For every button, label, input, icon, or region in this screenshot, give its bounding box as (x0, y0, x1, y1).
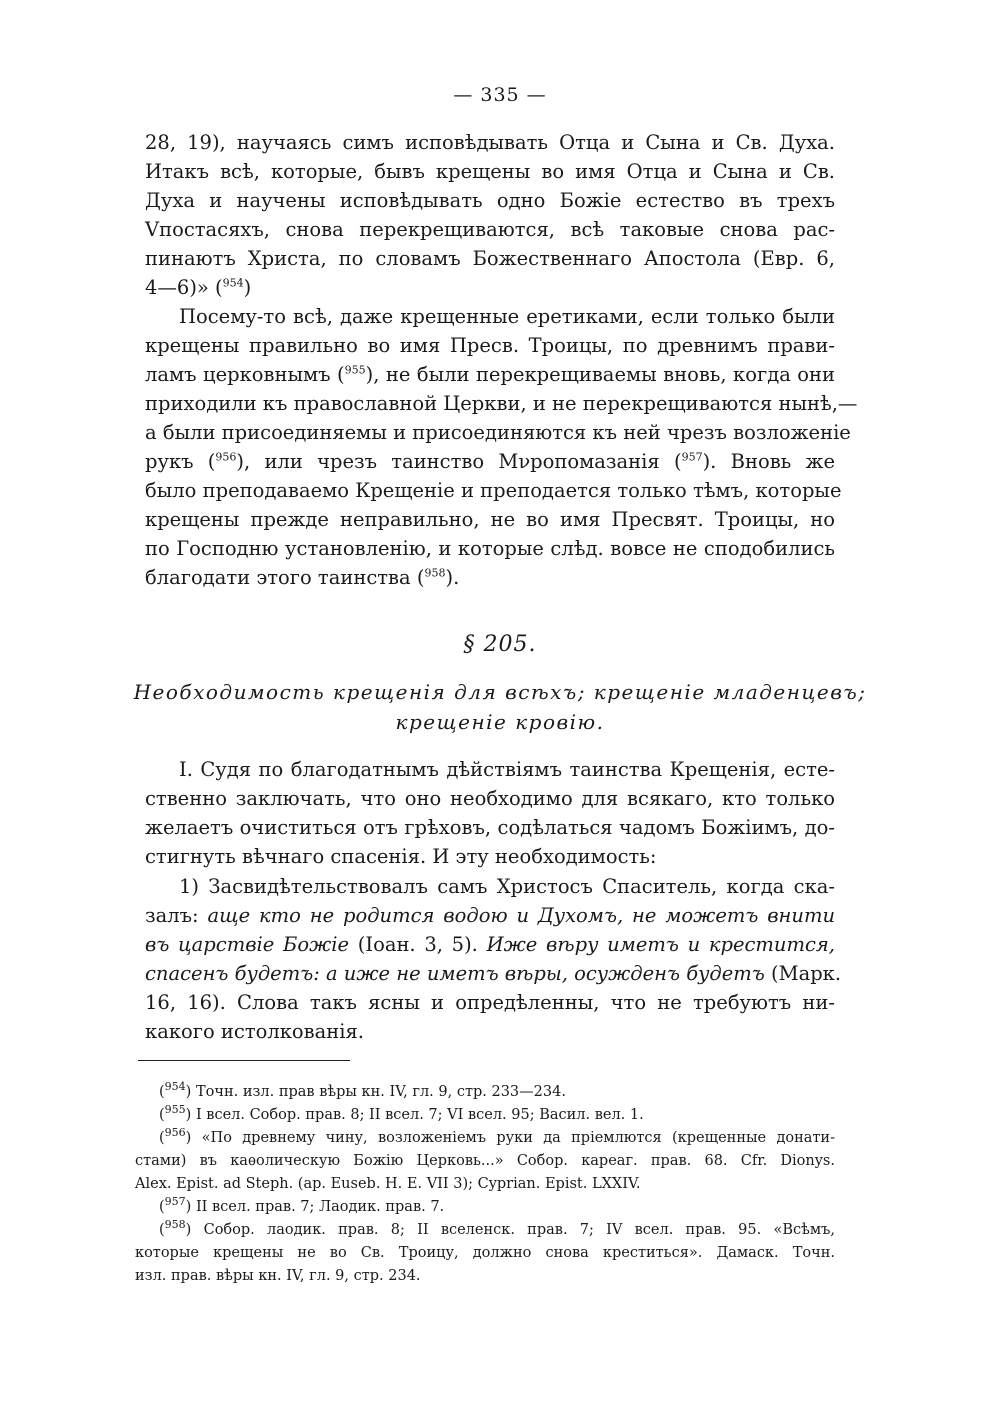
paragraph-2 (145, 302, 858, 592)
footnote-line: ($^{956}$) «По древнему чину, возложеніемъ руки да пріемлются (крещенные донати- (159, 1126, 835, 1146)
footnote-ref: 958 (424, 566, 446, 580)
scripture-quote: въ царствіе Божіе (145, 933, 350, 956)
footnote-954: ($^{954}$) Точн. изл. прав вѣры кн. IV, гл. 9, стр. 233—234. (159, 1080, 566, 1100)
footnote-ref: 955 (344, 363, 366, 377)
paragraph-3 (145, 755, 835, 871)
footnote-number: 958 (164, 1218, 186, 1232)
text-line: Итакъ всѣ, которые, бывъ крещены во имя Отца и Сына и Св. (145, 160, 835, 183)
text-fragment: ламъ церковнымъ ( (145, 363, 345, 386)
text-line: 28, 19), научаясь симъ исповѣдывать Отца и Сына и Св. Духа. (145, 131, 835, 154)
footnote-line: изл. прав. вѣры кн. IV, гл. 9, стр. 234. (135, 1268, 421, 1284)
section-number: § 205. (463, 632, 537, 657)
footnote-line: которые крещены не во Св. Троицу, должно снова креститься». Дамаск. Точн. (135, 1245, 835, 1261)
text-fragment: ). (445, 566, 460, 589)
scripture-quote: аще кто не родится водою и Духомъ, не можетъ внити (207, 904, 835, 927)
paragraph-1 (145, 128, 835, 302)
footnote-ref: 956 (215, 450, 237, 464)
footnote-number: 957 (164, 1195, 186, 1209)
text-line (145, 901, 835, 930)
footnote-text: Собор. лаодик. прав. 8; II вселенск. прав. 7; IV всел. прав. 95. «Всѣмъ, (191, 1222, 835, 1238)
footnote-957: ($^{957}$) II всел. прав. 7; Лаодик. прав. 7. (159, 1195, 445, 1215)
text-line: пинаютъ Христа, по словамъ Божественнаго Апостола (Евр. 6, (145, 247, 835, 270)
text-line: желаетъ очиститься отъ грѣховъ, содѣлаться чадомъ Божіимъ, до- (145, 816, 835, 839)
text-fragment: (Марк. (764, 962, 842, 985)
text-fragment: благодати этого таинства ( (145, 566, 425, 589)
text-line: какого истолкованія. (145, 1020, 364, 1043)
footnote-number: 956 (164, 1126, 186, 1140)
page-number: — 335 — (453, 84, 547, 106)
text-line: 1) Засвидѣтельствовалъ самъ Христосъ Спаситель, когда ска- (179, 875, 835, 898)
footnote-ref: 954 (222, 276, 244, 290)
text-line: 16, 16). Слова такъ ясны и опредѣленны, что не требуютъ ни- (145, 991, 835, 1014)
text-line: Посему-то всѣ, даже крещенные еретиками, если только были (179, 305, 835, 328)
text-line: I. Судя по благодатнымъ дѣйствіямъ таинства Крещенія, есте- (179, 758, 835, 781)
text-line: крещены правильно во имя Пресв. Троицы, по древнимъ прави- (145, 334, 835, 357)
section-title-line: крещеніе кровію. (395, 710, 605, 734)
paragraph-4 (145, 872, 842, 1046)
text-line: стигнуть вѣчнаго спасенія. И эту необходимость: (145, 845, 657, 868)
scripture-quote: спасенъ будетъ: а иже не иметъ вѣры, осужденъ будетъ (145, 962, 765, 985)
footnote-955: ($^{955}$) I всел. Собор. прав. 8; II всел. 7; VI всел. 95; Васил. вел. 1. (159, 1103, 644, 1123)
text-fragment: залъ: (145, 904, 208, 927)
footnote-divider (138, 1060, 350, 1061)
footnote-line: ($^{958}$) Собор. лаодик. прав. 8; II вселенск. прав. 7; IV всел. прав. 95. «Всѣмъ, (159, 1218, 835, 1238)
text-line: было преподаваемо Крещеніе и преподается только тѣмъ, которые (145, 479, 842, 502)
text-line (145, 563, 835, 592)
footnote-line: стами) въ каѳолическую Божію Церковь...» Собор. кареаг. прав. 68. Cfr. Dionys. (135, 1153, 835, 1169)
text-line: Духа и научены исповѣдывать одно Божіе естество въ трехъ (145, 189, 835, 212)
footnote-text: II всел. прав. 7; Лаодик. прав. 7. (191, 1199, 445, 1215)
text-fragment: ), или чрезъ таинство Мνропомазанія ( (236, 450, 682, 473)
section-title-line: Необходимость крещенія для всѣхъ; крещеніе младенцевъ; (133, 680, 867, 704)
footnote-number: 955 (164, 1103, 186, 1117)
text-line (145, 930, 835, 959)
text-fragment: ) (243, 276, 252, 299)
text-fragment: 4—6)» ( (145, 276, 223, 299)
text-line (145, 447, 835, 476)
text-line: Vпостасяхъ, снова перекрещиваются, всѣ таковые снова рас- (145, 218, 835, 241)
text-line: по Господню установленію, и которые слѣд. вовсе не сподобились (145, 537, 835, 560)
text-line: а были присоединяемы и присоединяются къ ней чрезъ возложеніе (145, 421, 851, 444)
text-fragment: ), не были перекрещиваемы вновь, когда они (365, 363, 835, 386)
footnotes (135, 1081, 835, 1288)
scripture-quote: Иже вѣру иметъ и крестится, (486, 933, 836, 956)
footnote-ref: 957 (681, 450, 703, 464)
footnote-958 (135, 1219, 835, 1288)
footnote-number: 954 (164, 1080, 186, 1094)
text-line: ственно заключать, что оно необходимо для всякаго, кто только (145, 787, 835, 810)
footnote-text: I всел. Собор. прав. 8; II всел. 7; VI всел. 95; Васил. вел. 1. (191, 1107, 644, 1123)
footnote-text: Точн. изл. прав вѣры кн. IV, гл. 9, стр. 233—234. (191, 1084, 566, 1100)
text-fragment: ). Вновь же (702, 450, 836, 473)
text-line (145, 273, 835, 302)
text-fragment: (Іоан. 3, 5). (349, 933, 487, 956)
footnote-text: «По древнему чину, возложеніемъ руки да пріемлются (крещенные донати- (191, 1130, 835, 1146)
text-fragment: рукъ ( (145, 450, 216, 473)
text-line (145, 959, 842, 988)
text-line: приходили къ православной Церкви, и не перекрещиваются нынѣ,— (145, 392, 858, 415)
text-line: крещены прежде неправильно, не во имя Пресвят. Троицы, но (145, 508, 835, 531)
text-line (145, 360, 835, 389)
footnote-line: Alex. Epist. ad Steph. (ap. Euseb. H. E. VII 3); Cyprian. Epist. LXXIV. (135, 1176, 641, 1192)
footnote-956 (135, 1127, 835, 1196)
section-title (0, 677, 1000, 737)
